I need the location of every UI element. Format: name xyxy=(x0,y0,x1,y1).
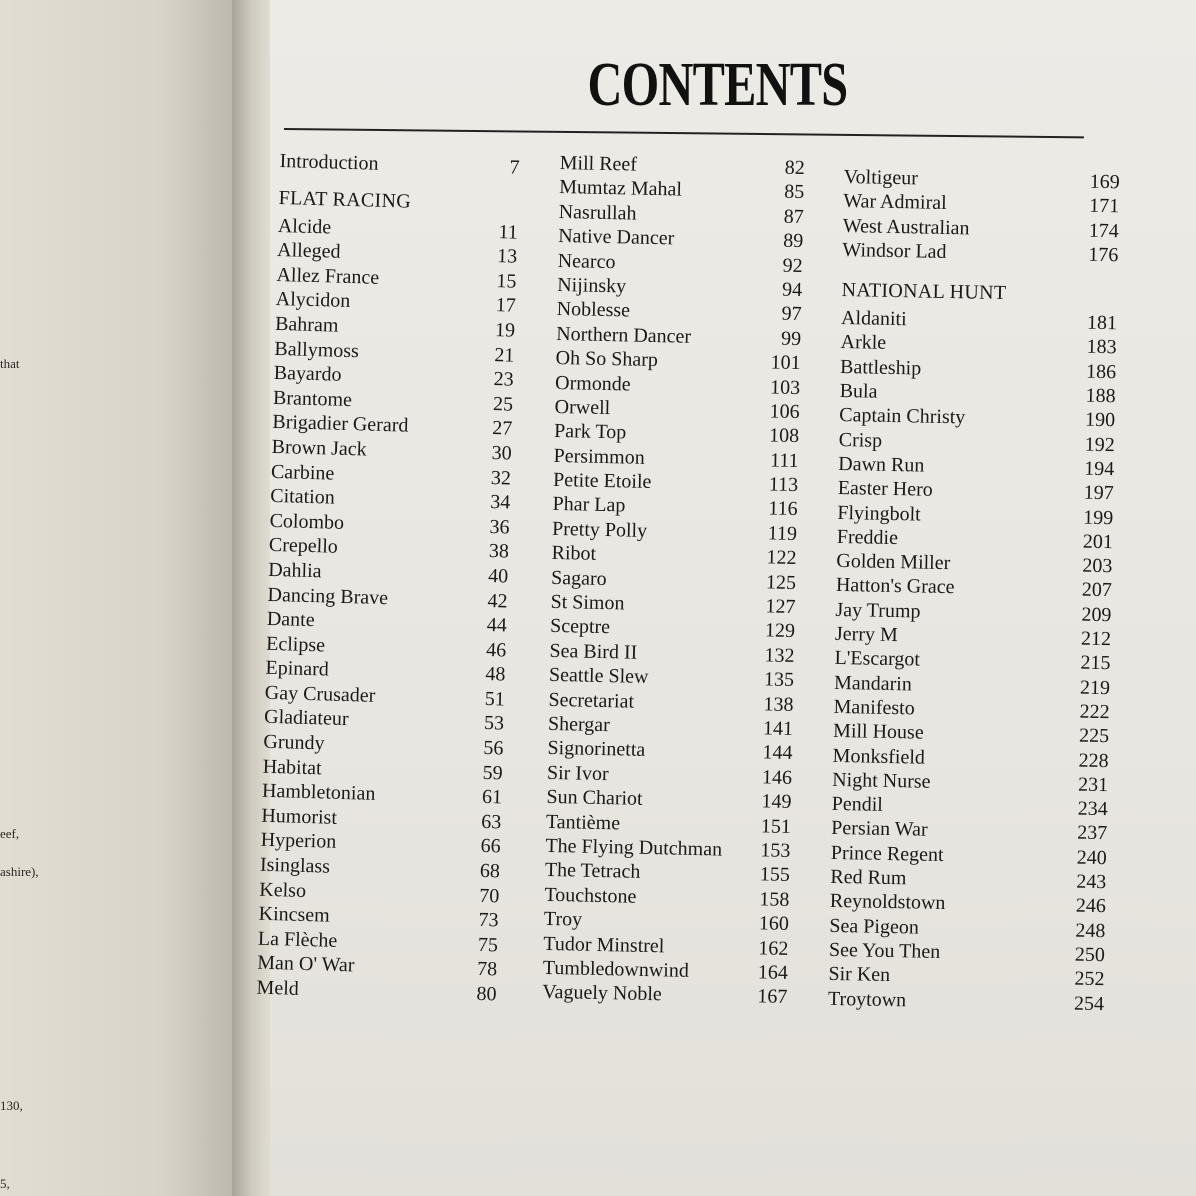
toc-entry-page: 97 xyxy=(781,303,802,326)
toc-entry-page: 158 xyxy=(759,888,790,911)
toc-entry-page: 219 xyxy=(1079,676,1111,699)
toc-entry-name: Crepello xyxy=(268,534,339,559)
left-page-fragment: 130, xyxy=(0,1098,23,1113)
toc-entry-name: Tumbledownwind xyxy=(542,956,690,982)
toc-entry-name: Troytown xyxy=(827,987,907,1011)
toc-entry-name: Colombo xyxy=(269,509,345,534)
toc-entry-page: 113 xyxy=(768,473,799,497)
toc-entry-name: Monksfield xyxy=(832,744,926,769)
toc-entry-page: 101 xyxy=(770,351,801,375)
toc-entry-name: Windsor Lad xyxy=(842,238,947,263)
contents-page xyxy=(256,0,1196,1196)
page-title: CONTENTS xyxy=(587,51,848,119)
toc-entry-name: La Flèche xyxy=(257,927,338,952)
toc-entry-page: 23 xyxy=(493,368,514,391)
toc-entry-page: 125 xyxy=(765,571,797,594)
toc-entry-page: 162 xyxy=(758,936,789,960)
toc-entry xyxy=(842,239,1118,269)
section-heading-national-hunt: NATIONAL HUNT xyxy=(841,279,1007,305)
toc-list xyxy=(542,152,805,1011)
toc-entry-name: Orwell xyxy=(554,395,611,420)
toc-entry-page: 108 xyxy=(768,424,800,448)
toc-entry-name: Shergar xyxy=(547,712,611,737)
toc-entry-page: 164 xyxy=(757,961,789,984)
toc-entry xyxy=(828,987,1104,1017)
toc-entry xyxy=(542,981,787,1011)
toc-entry-page: 87 xyxy=(783,205,804,228)
toc-entry-page: 181 xyxy=(1086,311,1118,335)
toc-entry-page: 250 xyxy=(1074,943,1106,967)
toc-entry-page: 127 xyxy=(765,595,796,619)
toc-entry-page: 82 xyxy=(784,156,805,180)
toc-entry-page: 225 xyxy=(1078,724,1110,748)
toc-entry-name: Touchstone xyxy=(544,883,637,908)
toc-entry-name: Petite Etoile xyxy=(552,469,652,494)
toc-entry-name: Nearco xyxy=(557,249,616,273)
toc-entry-name: Mill House xyxy=(832,720,924,744)
toc-entry-page: 78 xyxy=(476,958,498,981)
left-page-fragment: ashire), xyxy=(0,864,39,879)
toc-entry-page: 119 xyxy=(767,522,798,545)
toc-entry-page: 80 xyxy=(476,982,497,1006)
toc-entry-page: 209 xyxy=(1081,603,1112,626)
toc-entry-name: Phar Lap xyxy=(552,493,626,517)
toc-entry-page: 190 xyxy=(1084,409,1116,432)
toc-entry-page: 13 xyxy=(496,245,518,268)
toc-entry-page: 174 xyxy=(1088,219,1120,242)
toc-entry-page: 201 xyxy=(1082,530,1114,554)
toc-entry-name: Brantome xyxy=(272,386,353,411)
toc-entry-name: Northern Dancer xyxy=(555,322,692,348)
toc-entry-page: 92 xyxy=(782,254,803,277)
toc-entry-name: Bula xyxy=(839,380,878,403)
toc-entry-name: The Tetrach xyxy=(544,859,641,884)
toc-entry-page: 146 xyxy=(761,766,793,789)
toc-entry-name: Arkle xyxy=(840,331,887,355)
toc-entry-name: Ribot xyxy=(551,542,597,566)
toc-entry-name: Sir Ivor xyxy=(546,761,609,785)
left-page-fragment: 5, xyxy=(0,1176,10,1191)
toc-list xyxy=(828,307,1117,1017)
toc-entry-name: Isinglass xyxy=(259,853,331,878)
toc-entry-name: West Australian xyxy=(842,214,970,240)
toc-entry-name: Sceptre xyxy=(549,615,611,639)
toc-entry-name: Hambletonian xyxy=(261,780,376,806)
toc-entry-page: 21 xyxy=(494,343,515,367)
toc-entry-page: 203 xyxy=(1082,554,1113,578)
toc-entry-name: Mill Reef xyxy=(559,152,638,176)
toc-entry-page: 44 xyxy=(486,614,508,637)
toc-entry-name: Kincsem xyxy=(258,902,331,927)
toc-entry-name: Nijinsky xyxy=(556,273,627,298)
toc-entry-page: 75 xyxy=(477,933,499,957)
toc-entry-name: Sagaro xyxy=(550,566,607,590)
toc-entry-page: 129 xyxy=(764,619,796,643)
toc-entry-name: Freddie xyxy=(836,525,899,549)
toc-entry-name: Native Dancer xyxy=(558,225,675,250)
toc-entry-name: Tantième xyxy=(545,810,621,834)
toc-entry-name: Tudor Minstrel xyxy=(543,932,665,957)
contents-column-3 xyxy=(828,166,1120,1017)
toc-entry-name: Park Top xyxy=(553,420,627,444)
left-facing-page xyxy=(0,0,232,1196)
toc-entry-page: 27 xyxy=(492,417,513,440)
toc-entry-page: 141 xyxy=(762,717,794,740)
toc-entry-page: 215 xyxy=(1080,651,1111,675)
toc-entry-page: 99 xyxy=(780,327,802,350)
toc-entry-page: 103 xyxy=(769,375,801,399)
toc-entry-name: Man O' War xyxy=(256,952,355,977)
toc-entry-name: Epinard xyxy=(265,657,330,681)
toc-entry-name: Alleged xyxy=(276,239,341,263)
toc-entry-page: 15 xyxy=(496,269,517,293)
toc-entry-name: Dahlia xyxy=(267,558,322,583)
toc-entry-page: 171 xyxy=(1089,195,1120,218)
left-page-fragment: eef, xyxy=(0,826,20,841)
toc-entry-name: Hatton's Grace xyxy=(835,574,955,599)
toc-entry-name: Jerry M xyxy=(834,622,898,647)
toc-entry-page: 56 xyxy=(483,736,504,760)
toc-entry-name: Sun Chariot xyxy=(546,786,643,811)
toc-entry-name: Dawn Run xyxy=(838,452,925,477)
toc-entry-name: Sea Bird II xyxy=(549,639,638,664)
toc-entry-name: Grundy xyxy=(263,730,325,755)
toc-entry-page: 197 xyxy=(1083,481,1114,505)
toc-entry-name: Jay Trump xyxy=(835,598,921,623)
toc-entry-page: 155 xyxy=(759,863,791,887)
toc-entry-name: Sir Ken xyxy=(828,963,891,987)
contents-column-1 xyxy=(256,150,520,1008)
toc-entry-page: 94 xyxy=(781,278,803,302)
toc-entry-name: Nasrullah xyxy=(558,200,637,225)
toc-entry-name: Dante xyxy=(266,607,315,632)
toc-entry-page: 66 xyxy=(480,835,501,858)
toc-entry-name: Meld xyxy=(256,976,300,1000)
toc-entry-page: 231 xyxy=(1077,773,1109,797)
toc-entry-page: 212 xyxy=(1080,627,1112,651)
toc-entry-introduction xyxy=(279,150,520,181)
toc-entry-page: 228 xyxy=(1078,749,1109,772)
toc-entry-name: Red Rum xyxy=(830,865,907,890)
toc-entry-name: Night Nurse xyxy=(832,768,931,793)
toc-entry-name: Allez France xyxy=(276,263,380,289)
toc-entry-name: Sea Pigeon xyxy=(829,914,920,939)
toc-entry-page: 194 xyxy=(1084,457,1115,481)
toc-entry-name: Troy xyxy=(543,907,583,931)
toc-entry-page: 70 xyxy=(478,884,500,908)
toc-entry-name: Brigadier Gerard xyxy=(272,411,409,438)
toc-entry-name: Prince Regent xyxy=(830,841,944,866)
contents-column-2 xyxy=(542,152,805,1011)
toc-entry-page: 89 xyxy=(782,229,804,253)
toc-entry-name: Gay Crusader xyxy=(264,681,376,707)
toc-entry-page: 11 xyxy=(498,220,519,244)
toc-entry-page: 248 xyxy=(1075,919,1106,942)
toc-entry-page: 61 xyxy=(481,786,503,809)
toc-entry-page: 7 xyxy=(509,156,520,179)
toc-entry-name: Introduction xyxy=(279,150,379,175)
toc-entry-name: Ormonde xyxy=(554,371,631,396)
toc-entry-name: Persian War xyxy=(831,817,928,842)
toc-entry-name: Reynoldstown xyxy=(829,890,946,915)
toc-entry-name: Alycidon xyxy=(275,288,351,313)
toc-list xyxy=(842,166,1120,268)
toc-entry-page: 192 xyxy=(1084,433,1115,456)
toc-entry-page: 243 xyxy=(1076,870,1107,894)
toc-entry-name: St Simon xyxy=(550,590,625,615)
toc-entry-name: Ballymoss xyxy=(274,337,360,362)
toc-entry-page: 240 xyxy=(1076,846,1107,869)
toc-entry-name: Bahram xyxy=(274,312,339,337)
toc-entry-page: 252 xyxy=(1074,967,1105,991)
toc-entry-page: 38 xyxy=(488,540,510,563)
toc-entry-page: 188 xyxy=(1085,384,1116,408)
toc-entry-page: 144 xyxy=(762,741,793,765)
toc-entry-name: Dancing Brave xyxy=(267,583,389,609)
toc-entry-name: Battleship xyxy=(839,355,922,380)
toc-entry-name: See You Then xyxy=(828,938,941,963)
toc-entry-page: 183 xyxy=(1086,336,1117,359)
toc-entry-name: Persimmon xyxy=(553,444,645,469)
toc-entry-page: 25 xyxy=(492,392,514,416)
section-heading-flat-racing: FLAT RACING xyxy=(278,186,412,213)
toc-entry-page: 19 xyxy=(494,319,516,342)
toc-entry-name: Noblesse xyxy=(556,298,631,322)
toc-entry-page: 42 xyxy=(487,589,508,613)
toc-entry-page: 160 xyxy=(758,912,790,936)
toc-entry-page: 254 xyxy=(1073,992,1105,1015)
toc-entry-page: 53 xyxy=(483,712,505,735)
toc-entry-page: 153 xyxy=(760,839,791,862)
toc-entry-page: 222 xyxy=(1079,700,1110,724)
toc-entry-name: Secretariat xyxy=(548,688,635,713)
toc-entry-page: 167 xyxy=(757,985,788,1009)
toc-entry-name: Kelso xyxy=(259,878,307,902)
toc-entry-name: Citation xyxy=(270,484,336,509)
toc-entry-page: 51 xyxy=(484,687,506,711)
toc-entry-page: 138 xyxy=(763,692,794,716)
toc-entry-name: Mumtaz Mahal xyxy=(559,176,683,201)
toc-entry-page: 17 xyxy=(495,294,517,318)
toc-entry-page: 111 xyxy=(769,449,799,472)
toc-entry-name: Carbine xyxy=(270,460,335,485)
left-page-fragment: that xyxy=(0,356,20,371)
toc-entry-name: Oh So Sharp xyxy=(555,347,659,372)
toc-entry-page: 85 xyxy=(783,181,805,204)
toc-entry-name: Voltigeur xyxy=(843,166,919,190)
toc-entry-page: 36 xyxy=(489,515,510,539)
toc-entry-page: 151 xyxy=(760,814,792,838)
toc-entry-page: 46 xyxy=(485,638,507,662)
toc-entry-name: Hyperion xyxy=(260,829,337,854)
toc-entry-page: 246 xyxy=(1075,894,1107,918)
toc-entry-page: 116 xyxy=(768,497,798,521)
toc-entry-name: L'Escargot xyxy=(834,647,921,671)
toc-entry-page: 48 xyxy=(485,663,506,686)
toc-entry-page: 132 xyxy=(764,644,795,667)
toc-entry-name: Aldaniti xyxy=(840,307,907,331)
toc-entry-page: 135 xyxy=(763,668,795,692)
toc-entry-page: 68 xyxy=(479,859,501,883)
toc-entry-page: 186 xyxy=(1085,360,1117,384)
toc-entry-page: 34 xyxy=(489,491,511,514)
toc-entry-page: 122 xyxy=(766,546,797,570)
toc-entry-page: 169 xyxy=(1089,170,1120,194)
toc-entry-page: 149 xyxy=(761,790,792,814)
toc-entry-name: War Admiral xyxy=(843,190,947,215)
toc-entry-page: 63 xyxy=(481,810,502,834)
toc-entry-name: Golden Miller xyxy=(836,550,951,575)
toc-entry-name: Eclipse xyxy=(265,632,326,657)
toc-entry-name: Bayardo xyxy=(273,362,342,386)
toc-entry-name: Easter Hero xyxy=(837,477,933,502)
toc-entry-page: 59 xyxy=(482,761,503,785)
toc-entry-name: Seattle Slew xyxy=(548,664,649,689)
toc-entry-name: Gladiateur xyxy=(263,706,349,731)
toc-entry-name: Brown Jack xyxy=(271,435,367,461)
toc-entry-name: Manifesto xyxy=(833,695,915,720)
toc-entry-name: Humorist xyxy=(261,804,338,829)
toc-entry-page: 106 xyxy=(769,400,800,423)
toc-entry-name: Signorinetta xyxy=(547,737,646,762)
toc-entry-name: Pretty Polly xyxy=(551,517,648,542)
toc-entry-name: Crisp xyxy=(838,428,883,452)
toc-entry-name: Alcide xyxy=(277,214,332,239)
toc-entry-name: Captain Christy xyxy=(839,404,966,429)
toc-entry-page: 32 xyxy=(490,466,512,490)
toc-entry-page: 199 xyxy=(1083,506,1114,529)
toc-entry-page: 73 xyxy=(478,909,499,932)
toc-entry-page: 237 xyxy=(1077,822,1108,845)
toc-entry-page: 207 xyxy=(1081,579,1113,602)
toc-entry-name: Pendil xyxy=(831,793,884,816)
toc-entry-page: 40 xyxy=(487,564,509,588)
toc-list xyxy=(256,215,518,1008)
toc-entry-page: 176 xyxy=(1088,243,1119,267)
toc-entry-name: Habitat xyxy=(262,755,322,780)
toc-entry-name: Mandarin xyxy=(833,671,913,696)
toc-entry-page: 30 xyxy=(491,441,512,465)
title-rule xyxy=(284,128,1084,138)
toc-entry-name: Flyingbolt xyxy=(837,501,921,526)
toc-entry-name: Vaguely Noble xyxy=(542,981,663,1006)
toc-entry-page: 234 xyxy=(1077,797,1108,821)
toc-entry-name: The Flying Dutchman xyxy=(545,834,723,861)
